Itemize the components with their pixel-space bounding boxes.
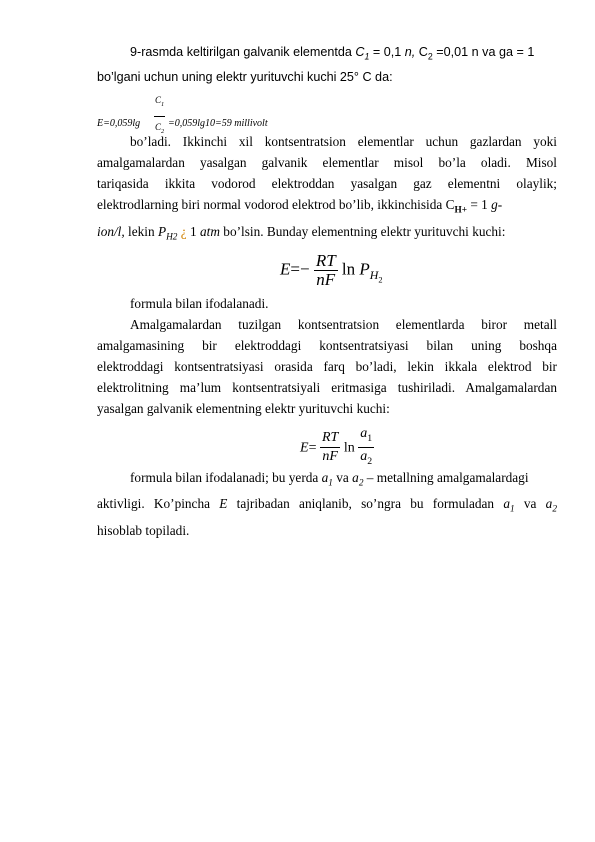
symbol-c1: C [355,45,365,59]
text: bo’lsin. Bunday elementning elektr yurituvchi kuchi: [219,223,506,239]
paragraph-4-line [97,378,557,399]
ln: ln [343,440,355,456]
paragraph-1 [97,42,557,88]
formula-gas-element [97,248,557,294]
subscript: 2 [552,504,557,515]
paragraph-2-line [97,132,557,153]
fraction [154,90,165,142]
numerator: RT [315,251,336,271]
subscript: 2 [378,275,383,285]
text: elektroddagi kontsentratsiyasi orasida farq bo’ladi, lekin ikkala elektrod bir [97,358,557,374]
unit: g- [491,197,503,213]
equals: =− [290,259,310,279]
text: tajribadan aniqlanib, so’ngra bu formuladan [227,496,504,512]
subscript: H2 [166,232,178,243]
formula-emf-calc [97,88,557,135]
text: formula bilan ifodalanadi. [130,296,269,312]
text: va [332,469,353,485]
fraction [320,429,340,466]
subscript: 1 [509,504,515,515]
text: 9-rasmda keltirilgan galvanik elementda [130,45,356,59]
formula-left: E=0,059lg [97,118,141,130]
text: bo’ladi. Ikkinchi xil kontsentratsion elementlar uchun gazlardan yoki [130,134,557,150]
denominator: nF [316,270,336,290]
ln: ln [341,259,356,279]
denominator: nF [322,449,338,465]
fraction [314,252,338,289]
text: elektrolitning ma’lum kontsentratsiyali eritmasiga tushiriladi. Amalgamalardan [97,379,557,395]
text: aktivligi. Ko’pincha [97,496,220,512]
symbol-p: P [359,259,370,279]
text: – metallning amalgamalardagi [363,469,529,485]
text: bo’lgani uchun uning elektr yurituvchi kuchi 25° C da: [97,70,393,85]
subscript: 1 [328,478,333,489]
unit-atm: atm [200,223,220,239]
text: yasalgan galvanik elementning elektr yurituvchi kuchi: [97,400,390,416]
text: = 0,1 [369,45,405,59]
subscript: 2 [358,478,364,489]
document-page [97,42,557,542]
paragraph-3 [97,294,557,315]
symbol-a2: a [352,469,359,485]
paragraph-5-line [97,521,557,542]
subscript: 1 [364,51,370,62]
subscript: H+ [454,205,467,216]
text: C [415,45,428,59]
formula-right: =0,059lg10=59 millivolt [168,118,268,130]
text: amalgamasining bir elektroddagi kontsentratsiyasi bilan uning boshqa [97,337,557,353]
paragraph-2-line [97,195,557,222]
text: elektrodlarning biri normal vodorod elektrod bo’lib, ikkinchisida C [97,197,455,213]
unit: ion/l, [97,223,125,239]
text: =0,01 n va ga = 1 [432,45,535,59]
text: 1 [190,223,201,239]
text: Amalgamalardan tuzilgan kontsentratsion elementlarda biror metall [130,317,557,333]
text: formula bilan ifodalanadi; bu yerda [130,469,322,485]
text: hisoblab topiladi. [97,522,190,538]
symbol-a1: a [503,496,510,512]
paragraph-2-line [97,222,557,249]
text: va [514,496,546,512]
text: amalgamalardan yasalgan galvanik elementlar misol bo’la oladi. Misol [97,155,557,171]
text: tariqasida ikkita vodorod elektroddan yasalgan gaz elementni olaylik; [97,176,557,192]
paragraph-2-line [97,174,557,195]
text: = 1 [467,197,492,213]
paragraph-4-line [97,357,557,378]
unit-n: n, [404,45,416,59]
subscript: H [369,267,379,282]
symbol-a1: a [321,469,329,485]
symbol: ¿ [177,223,191,239]
subscript: 1 [161,101,165,109]
paragraph-2-line [97,153,557,174]
subscript: 2 [427,51,433,62]
symbol-e: E [300,440,309,456]
subscript: 1 [367,432,373,444]
paragraph-5-line [97,468,557,495]
numerator: RT [320,429,340,448]
symbol-e: E [280,259,291,279]
paragraph-4-line [97,336,557,357]
symbol-a2: a [545,496,553,512]
symbol-e: E [219,496,228,512]
symbol-p: P [157,223,167,239]
paragraph-4-line [97,399,557,420]
numerator: C [155,95,162,106]
paragraph-5-line [97,494,557,521]
text: lekin [124,223,158,239]
numerator: a [360,425,368,441]
subscript: 2 [161,127,165,135]
equals: = [308,440,317,456]
formula-amalgam-element [97,420,557,468]
denominator: C [155,122,162,133]
denominator: a [360,449,368,465]
paragraph-4-line [97,315,557,336]
subscript: 2 [367,456,373,468]
fraction [358,425,374,472]
